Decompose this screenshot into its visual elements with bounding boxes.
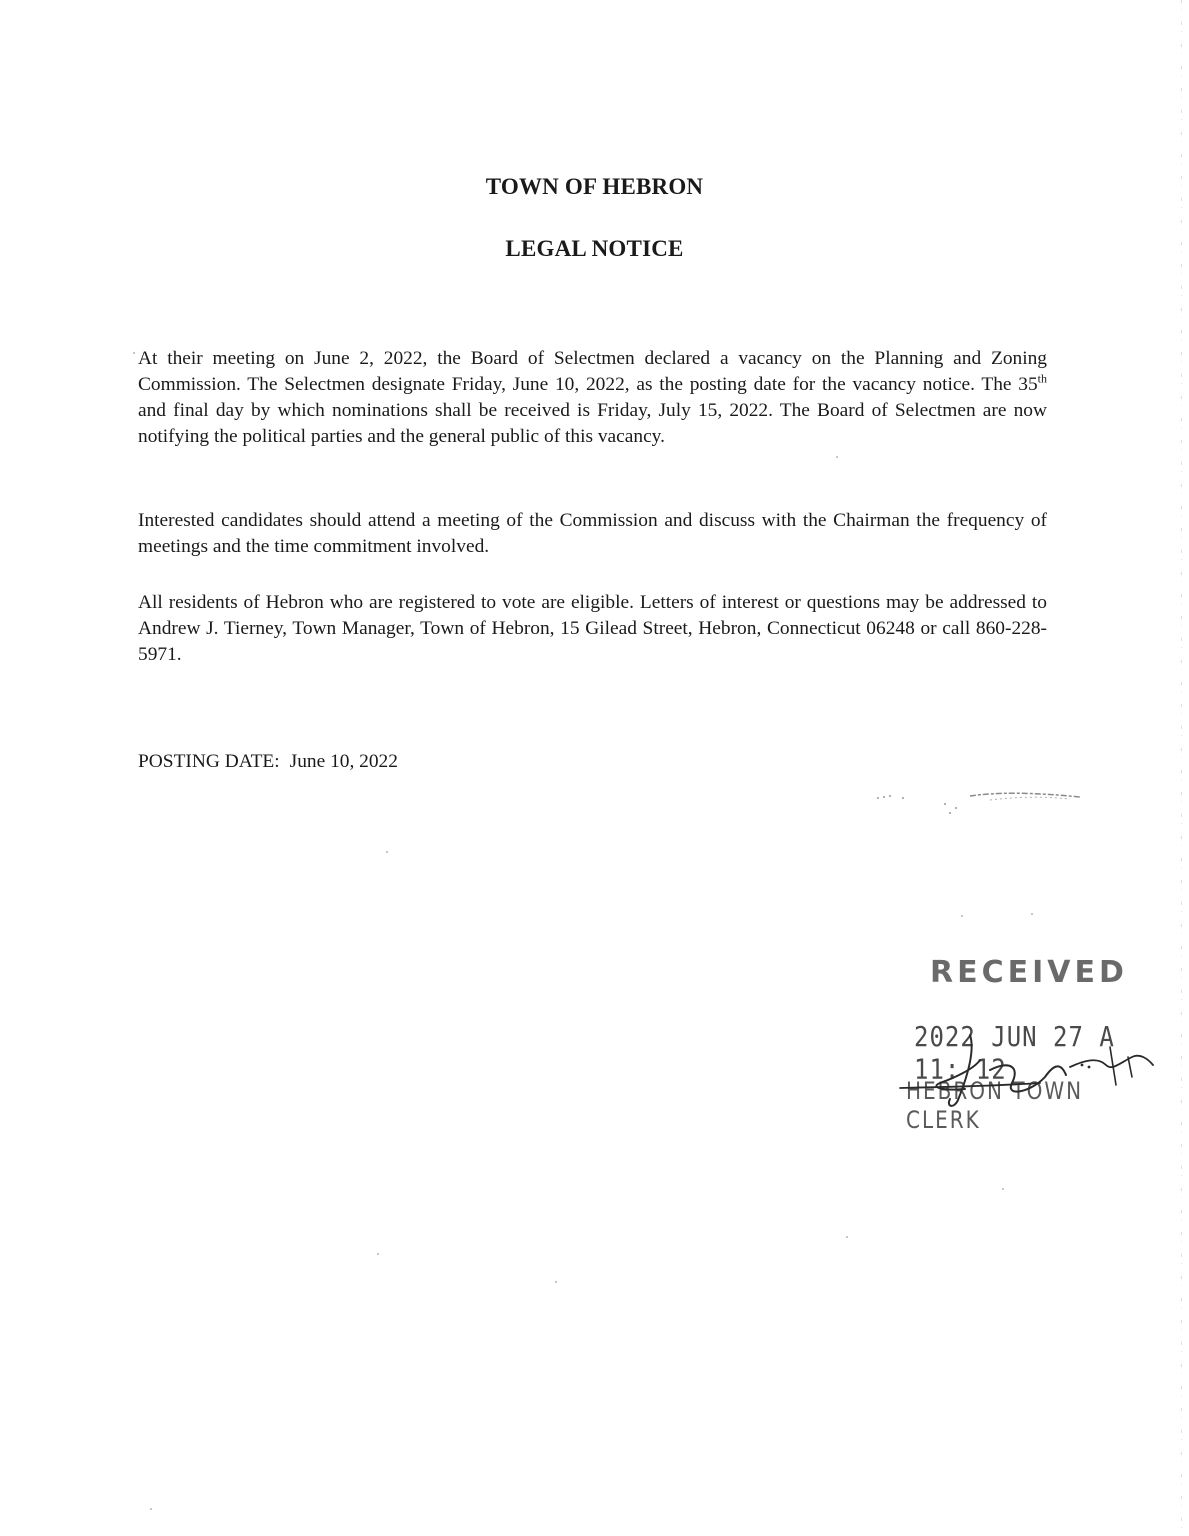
scan-speck (133, 352, 135, 354)
paragraph-text: and final day by which nominations shall be received is Friday, July 15, 2022. The Board of Selectmen are now notifying the political parties and the general public of this vacancy. (138, 400, 1047, 447)
document-subtitle: LEGAL NOTICE (505, 236, 684, 261)
scan-speck (846, 1236, 848, 1238)
posting-date-value: June 10, 2022 (289, 751, 398, 772)
notice-paragraph-eligibility: All residents of Hebron who are registered to vote are eligible. Letters of interest or questions may be addressed to Andrew J. Tierney, Town Manager, Town of Hebron, 15 Gilead Street, Hebron, Connecticut 06248 or call 860-228-5971. (138, 592, 1047, 665)
paragraph-text: At their meeting on June 2, 2022, the Board of Selectmen declared a vacancy on the Planning and Zoning Commission. The Selectmen designate Friday, June 10, 2022, as the posting date for the vacancy notice. The 35 (138, 348, 1047, 395)
scan-speck (836, 456, 838, 458)
posting-date-line (138, 749, 398, 775)
stamp-clerk-text: HEBRON TOWN CLERK (906, 1076, 1084, 1134)
stamp-received-text: RECEIVED (930, 955, 1128, 990)
scan-smudge (870, 786, 1100, 826)
scan-edge-artifact (1181, 0, 1182, 1536)
scan-speck (961, 915, 963, 917)
received-stamp (870, 955, 1160, 1134)
ordinal-suffix: th (1037, 371, 1047, 386)
posting-date-label: POSTING DATE: (138, 751, 280, 772)
stamp-timestamp: 2022 JUN 27 A 11: 12 (914, 1020, 1115, 1086)
scan-speck (1031, 913, 1033, 915)
scan-speck (386, 851, 388, 853)
scan-speck (150, 1508, 152, 1510)
document-title: TOWN OF HEBRON (485, 174, 704, 199)
handwritten-signature (870, 1005, 1160, 1115)
scan-speck (1002, 1188, 1004, 1190)
notice-paragraph-vacancy (138, 346, 1047, 450)
notice-paragraph-candidates: Interested candidates should attend a meeting of the Commission and discuss with the Chairman the frequency of meetings and the time commitment involved. (138, 510, 1047, 557)
scan-speck (377, 1253, 379, 1255)
scan-speck (555, 1281, 557, 1283)
